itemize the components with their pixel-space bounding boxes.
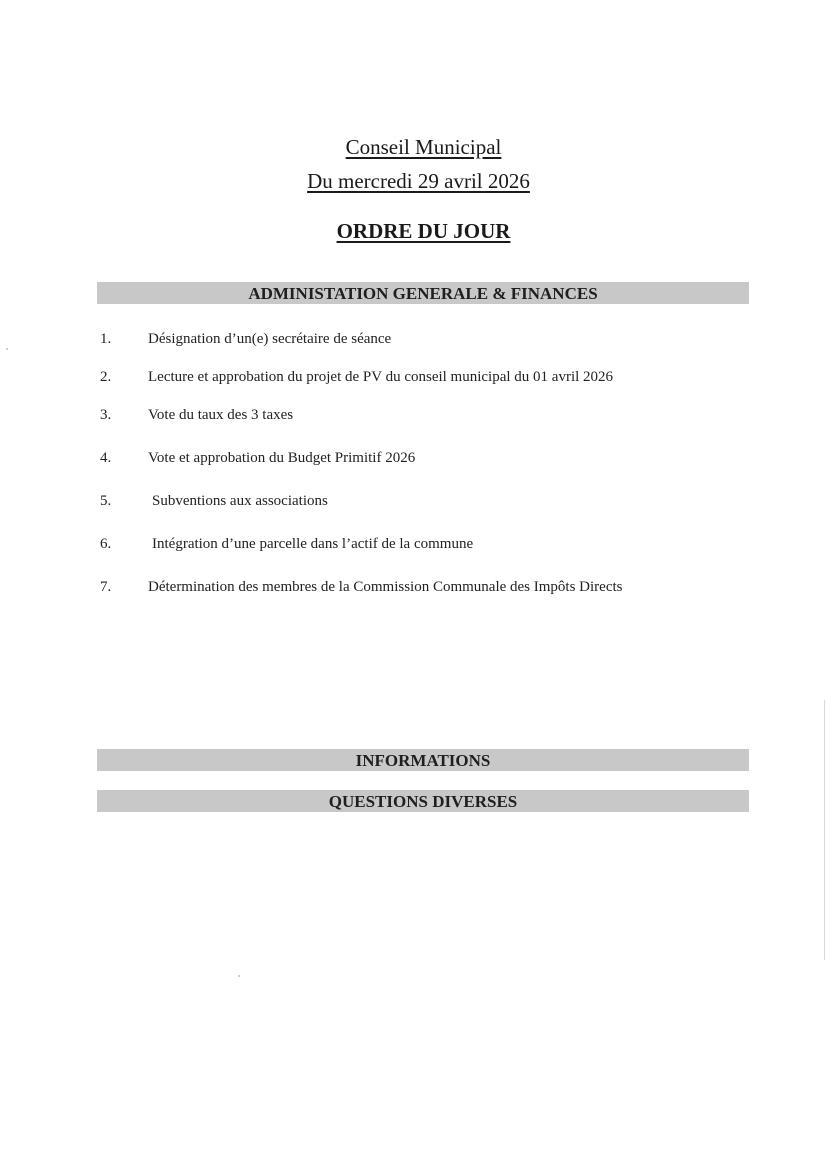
item-number: 6.	[100, 536, 112, 552]
item-number: 3.	[100, 407, 112, 423]
item-label: Détermination des membres de la Commission Communale des Impôts Directs	[148, 579, 623, 595]
item-label: Désignation d’un(e) secrétaire de séance	[148, 331, 392, 347]
scan-speck	[238, 975, 240, 977]
item-number: 2.	[100, 369, 112, 385]
item-number: 1.	[100, 331, 112, 347]
item-label: Lecture et approbation du projet de PV du conseil municipal du 01 avril 2026	[148, 369, 614, 385]
section-informations: INFORMATIONS	[97, 749, 749, 771]
item-number: 5.	[100, 493, 112, 509]
item-number: 4.	[100, 450, 112, 466]
item-label: Intégration d’une parcelle dans l’actif de la commune	[152, 536, 474, 552]
scan-speck	[6, 348, 8, 350]
item-number: 7.	[100, 579, 112, 595]
agenda-title: ORDRE DU JOUR	[336, 219, 511, 243]
meeting-date: Du mercredi 29 avril 2026	[307, 169, 530, 193]
item-label: Subventions aux associations	[152, 493, 328, 509]
item-label: Vote et approbation du Budget Primitif 2026	[148, 450, 416, 466]
council-title: Conseil Municipal	[345, 135, 502, 159]
scan-edge-line	[824, 700, 825, 960]
section-admin-finances: ADMINISTATION GENERALE & FINANCES	[97, 282, 749, 304]
section-questions-diverses: QUESTIONS DIVERSES	[97, 790, 749, 812]
item-label: Vote du taux des 3 taxes	[148, 407, 294, 423]
